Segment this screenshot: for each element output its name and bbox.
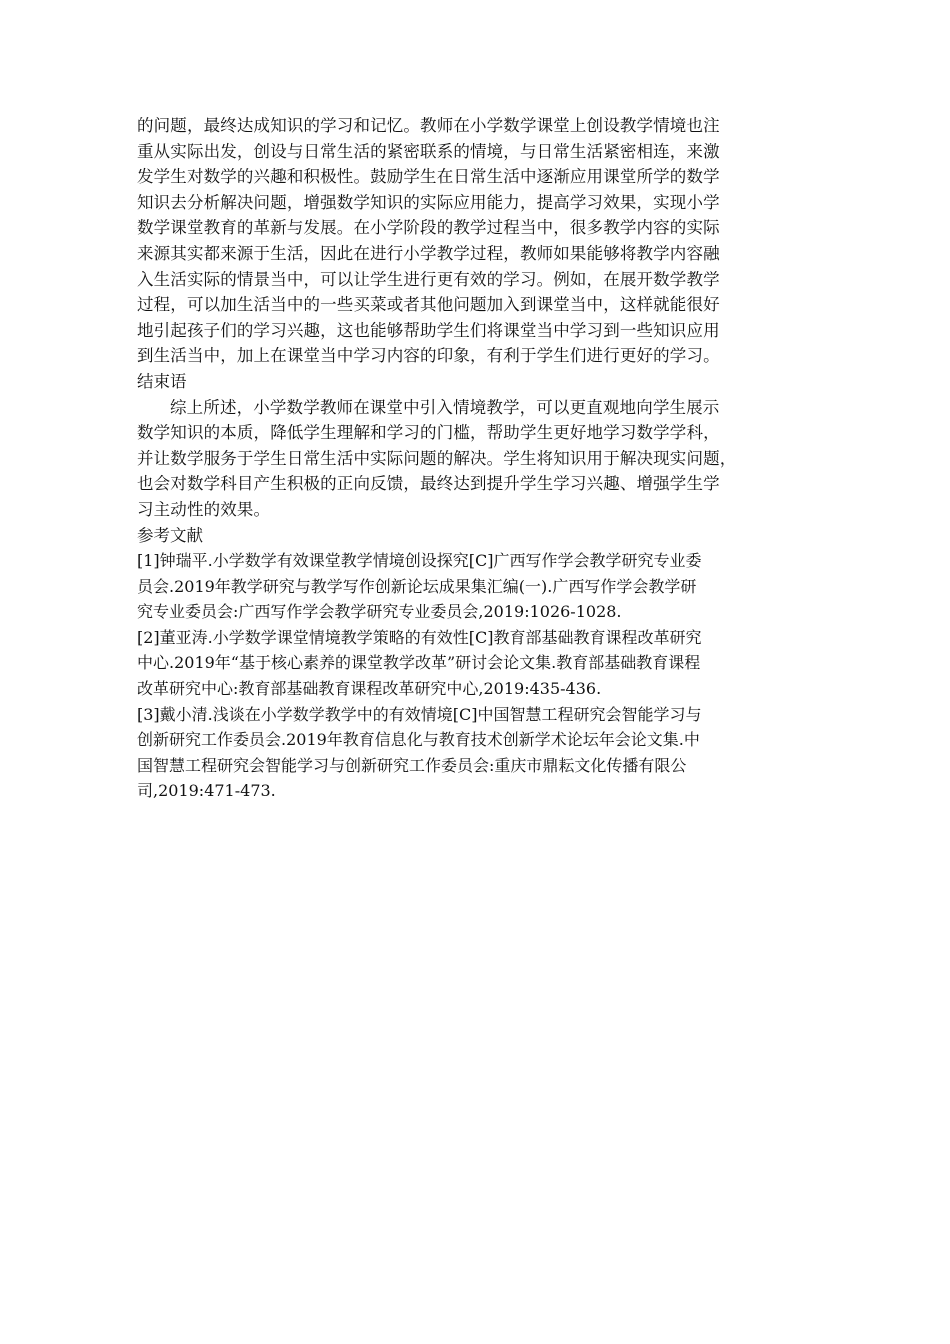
reference-line: 究专业委员会:广西写作学会教学研究专业委员会,2019:1026-1028. <box>137 602 622 622</box>
paragraph-line: 重从实际出发，创设与日常生活的紧密联系的情境，与日常生活紧密相连，来激 <box>137 141 720 161</box>
reference-list <box>137 548 817 804</box>
conclusion-paragraph <box>137 395 817 523</box>
reference-line: 国智慧工程研究会智能学习与创新研究工作委员会:重庆市鼎耘文化传播有限公 <box>137 755 687 775</box>
paragraph-line: 数学知识的本质，降低学生理解和学习的门槛，帮助学生更好地学习数学学科， <box>137 423 720 443</box>
reference-line: 中心.2019年“基于核心素养的课堂教学改革”研讨会论文集.教育部基础教育课程 <box>137 653 701 673</box>
paragraph-line: 发学生对数学的兴趣和积极性。鼓励学生在日常生活中逐渐应用课堂所学的数学 <box>137 167 720 187</box>
paragraph-line: 入生活实际的情景当中，可以让学生进行更有效的学习。例如，在展开数学教学 <box>137 269 720 289</box>
references-heading: 参考文献 <box>137 525 203 545</box>
reference-item <box>137 625 817 702</box>
reference-line: 司,2019:471-473. <box>137 781 276 801</box>
reference-line: 创新研究工作委员会.2019年教育信息化与教育技术创新学术论坛年会论文集.中 <box>137 730 700 750</box>
paragraph-line: 数学课堂教育的革新与发展。在小学阶段的教学过程当中，很多教学内容的实际 <box>137 218 720 238</box>
paragraph-line: 知识去分析解决问题，增强数学知识的实际应用能力，提高学习效果，实现小学 <box>137 192 720 212</box>
conclusion-heading: 结束语 <box>137 371 187 391</box>
document-page <box>137 113 817 804</box>
paragraph-line: 习主动性的效果。 <box>137 499 271 519</box>
paragraph-line: 也会对数学科目产生积极的正向反馈，最终达到提升学生学习兴趣、增强学生学 <box>137 474 720 494</box>
paragraph-line: 来源其实都来源于生活，因此在进行小学教学过程，教师如果能够将教学内容融 <box>137 243 720 263</box>
paragraph-line: 并让数学服务于学生日常生活中实际问题的解决。学生将知识用于解决现实问题， <box>137 448 737 468</box>
reference-item <box>137 702 817 804</box>
reference-line: 改革研究中心:教育部基础教育课程改革研究中心,2019:435-436. <box>137 679 602 699</box>
reference-line: [3]戴小清.浅谈在小学数学教学中的有效情境[C]中国智慧工程研究会智能学习与 <box>137 704 702 724</box>
body-paragraph <box>137 113 817 369</box>
reference-line: [2]董亚涛.小学数学课堂情境教学策略的有效性[C]教育部基础教育课程改革研究 <box>137 627 702 647</box>
paragraph-line: 到生活当中，加上在课堂当中学习内容的印象，有利于学生们进行更好的学习。 <box>137 346 720 366</box>
paragraph-line: 地引起孩子们的学习兴趣，这也能够帮助学生们将课堂当中学习到一些知识应用 <box>137 320 720 340</box>
paragraph-line: 综上所述，小学数学教师在课堂中引入情境教学，可以更直观地向学生展示 <box>170 397 720 417</box>
paragraph-line: 的问题，最终达成知识的学习和记忆。教师在小学数学课堂上创设教学情境也注 <box>137 116 720 135</box>
paragraph-line: 过程，可以加生活当中的一些买菜或者其他问题加入到课堂当中，这样就能很好 <box>137 295 720 315</box>
reference-item <box>137 548 817 625</box>
reference-line: 员会.2019年教学研究与教学写作创新论坛成果集汇编(一).广西写作学会教学研 <box>137 576 697 596</box>
reference-line: [1]钟瑞平.小学数学有效课堂教学情境创设探究[C]广西写作学会教学研究专业委 <box>137 551 702 571</box>
